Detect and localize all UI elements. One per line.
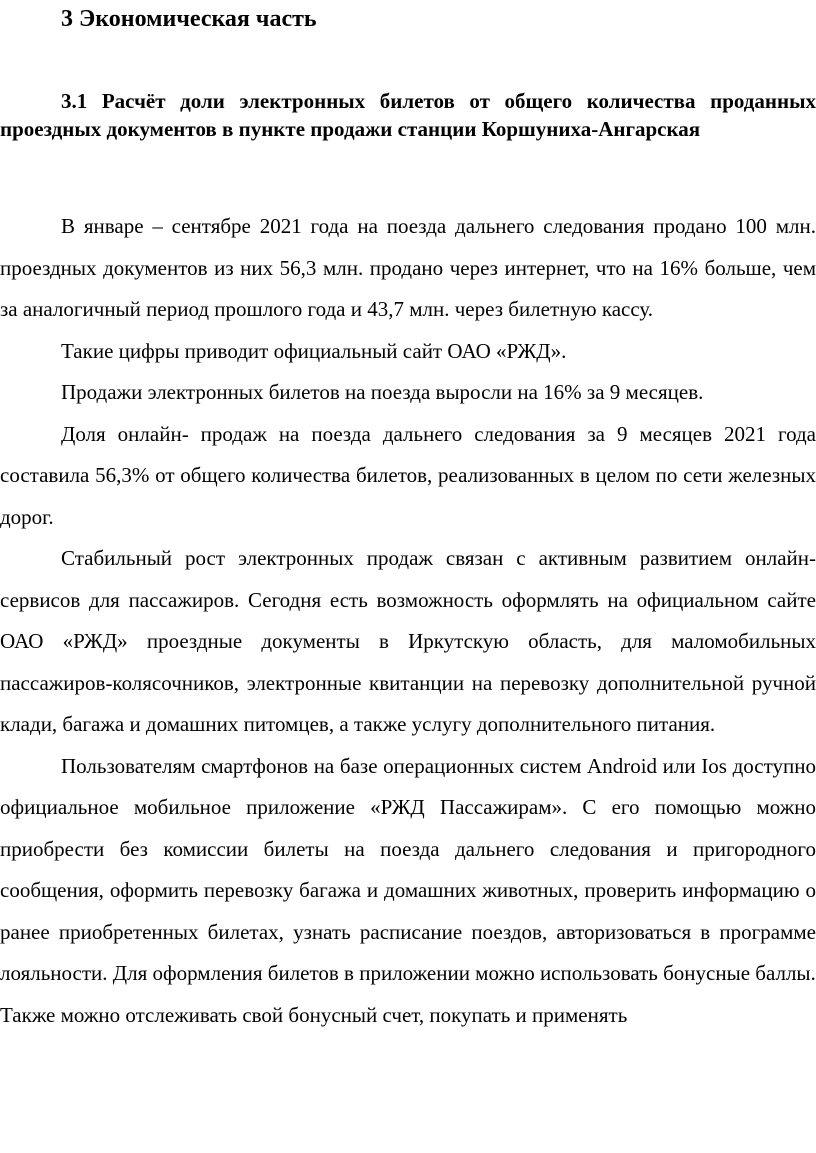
paragraph-bonus-account: Также можно отслеживать свой бонусный счет, покупать и применять: [0, 1002, 628, 1027]
paragraph-online-services: Стабильный рост электронных продаж связан с активным развитием онлайн-сервисов для пассажиров. Сегодня есть возможность оформлять на официальном сайте ОАО «РЖД» проездные документы в Иркутскую область, для маломобильных пассажиров-колясочников, электронные квитанции на перевозку дополнительной ручной клади, багажа и домашних питомцев, а также услугу дополнительного питания.: [0, 546, 816, 736]
paragraph-growth: Продажи электронных билетов на поезда выросли на 16% за 9 месяцев.: [61, 380, 704, 404]
body-text: [0, 206, 816, 1036]
chapter-title: 3 Экономическая часть: [61, 6, 317, 32]
paragraph-online-share: Доля онлайн- продаж на поезда дальнего следования за 9 месяцев 2021 года составила 56,3% от общего количества билетов, реализованных в целом по сети железных дорог.: [0, 421, 816, 529]
paragraph-ticket-sales: В январе – сентябре 2021 года на поезда дальнего следования продано 100 млн. проездных документов из них 56,3 млн. продано через интернет, что на 16% больше, чем за аналогичный период прошлого года и 43,7 млн. через билетную кассу.: [0, 214, 816, 321]
paragraph-source: Такие цифры приводит официальный сайт ОАО «РЖД».: [61, 338, 567, 363]
paragraph-mobile-app: Пользователям смартфонов на базе операционных систем Android или Ios доступно официальное мобильное приложение «РЖД Пассажирам». С его помощью можно приобрести без комиссии билеты на поезда дальнего следования и пригородного сообщения, оформить перевозку багажа и домашних животных, проверить информацию о ранее приобретенных билетах, узнать расписание поездов, авторизоваться в программе лояльности. Для оформления билетов в приложении можно использовать бонусные баллы.: [0, 753, 816, 985]
section-title: 3.1 Расчёт доли электронных билетов от общего количества проданных проездных документов в пункте продажи станции Коршуниха-Ангарская: [0, 89, 816, 141]
